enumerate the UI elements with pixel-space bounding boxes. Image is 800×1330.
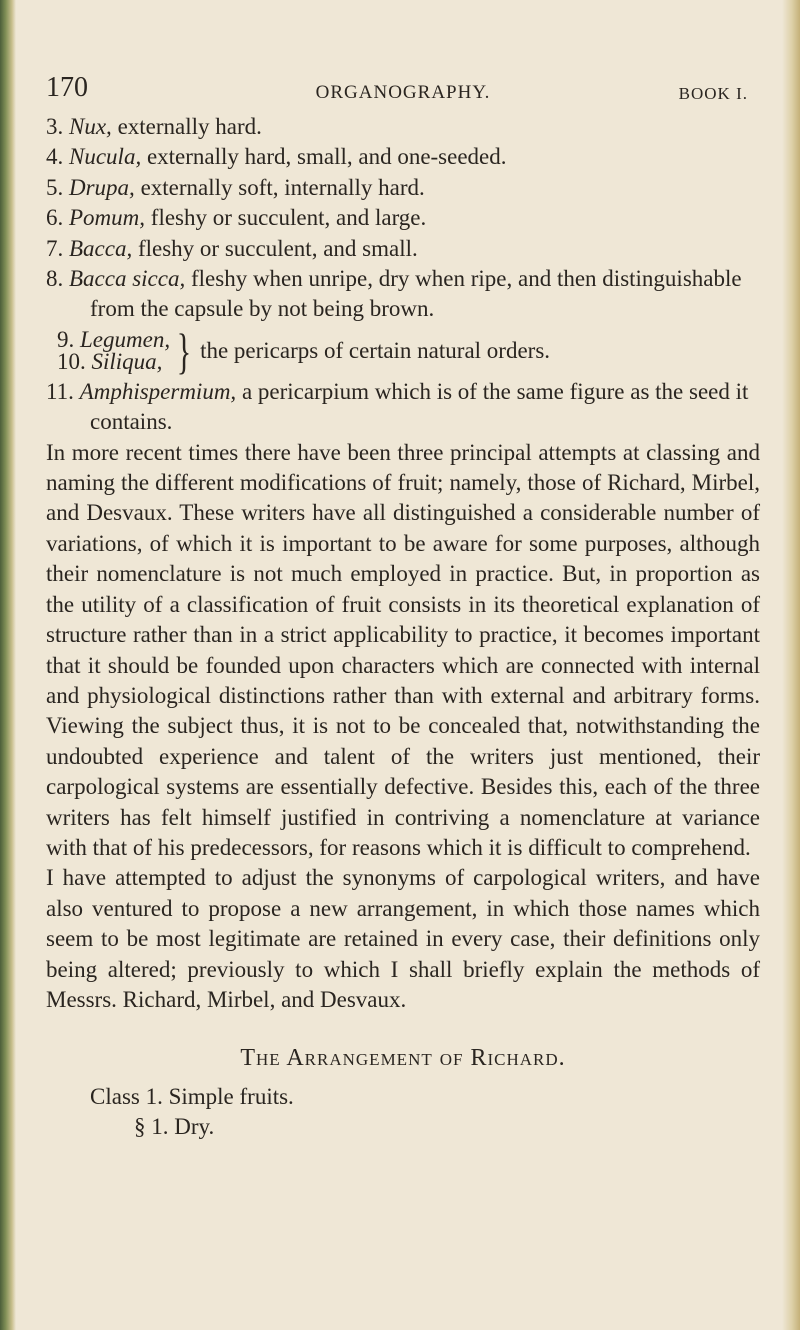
page-header: [46, 72, 760, 112]
list-item: 6. Pomum, fleshy or succulent, and large.: [46, 205, 427, 231]
subsection-heading: § 1. Dry.: [134, 1114, 215, 1140]
bracketed-terms: 9. Legumen, 10. Siliqua,: [57, 326, 171, 374]
right-brace: }: [176, 322, 192, 379]
bracketed-definition: the pericarps of certain natural orders.: [200, 337, 551, 363]
list-item: 5. Drupa, externally soft, internally hard.: [46, 174, 425, 200]
paragraph: I have attempted to adjust the synonyms of carpological writers, and have also ventured to propose a new arrangement, in which those names which seem to be most legitimate are retained in every case, their definitions only being altered; previously to which I shall briefly explain the methods of Messrs. Richard, Mirbel, and Desvaux.: [46, 865, 760, 1012]
page-number: 170: [46, 72, 88, 103]
book-binding-edge: [0, 0, 16, 1330]
list-item: 7. Bacca, fleshy or succulent, and small.: [46, 235, 418, 261]
book-label: BOOK I.: [678, 84, 748, 103]
list-item: 3. Nux, externally hard.: [46, 114, 262, 139]
paragraph: In more recent times there have been three principal attempts at classing and naming the different modifications of fruit; namely, those of Richard, Mirbel, and Desvaux. These writers have all distinguished a considerable number of variations, of which it is important to be aware for some purposes, although their nomenclature is not much employed in practice. But, in proportion as the utility of a classification of fruit consists in its theoretical explanation of structure rather than in a strict applicability to practice, it becomes important that it should be founded upon characters which are connected with internal and physiological distinctions rather than with external and arbitrary forms. Viewing the subject thus, it is not to be concealed that, notwithstanding the undoubted experience and talent of the writers just mentioned, their carpological systems are essentially defective. Besides this, each of the three writers has felt himself justified in contriving a nomenclature at variance with that of his predecessors, for reasons which it is difficult to comprehend.: [46, 439, 760, 860]
class-heading: Class 1. Simple fruits.: [90, 1083, 294, 1109]
section-title: The Arrangement of Richard.: [240, 1045, 566, 1072]
page-body: [46, 112, 760, 1143]
page-edge: [782, 0, 800, 1330]
list-item: 4. Nucula, externally hard, small, and one-seeded.: [46, 144, 507, 170]
bracketed-items: [46, 322, 760, 379]
running-head: ORGANOGRAPHY.: [315, 82, 491, 103]
list-item: 8. Bacca sicca, fleshy when unripe, dry when ripe, and then distinguishable from the capsule by not being brown.: [46, 266, 742, 322]
list-item: 11. Amphispermium, a pericarpium which is of the same figure as the seed it contains.: [46, 378, 749, 435]
